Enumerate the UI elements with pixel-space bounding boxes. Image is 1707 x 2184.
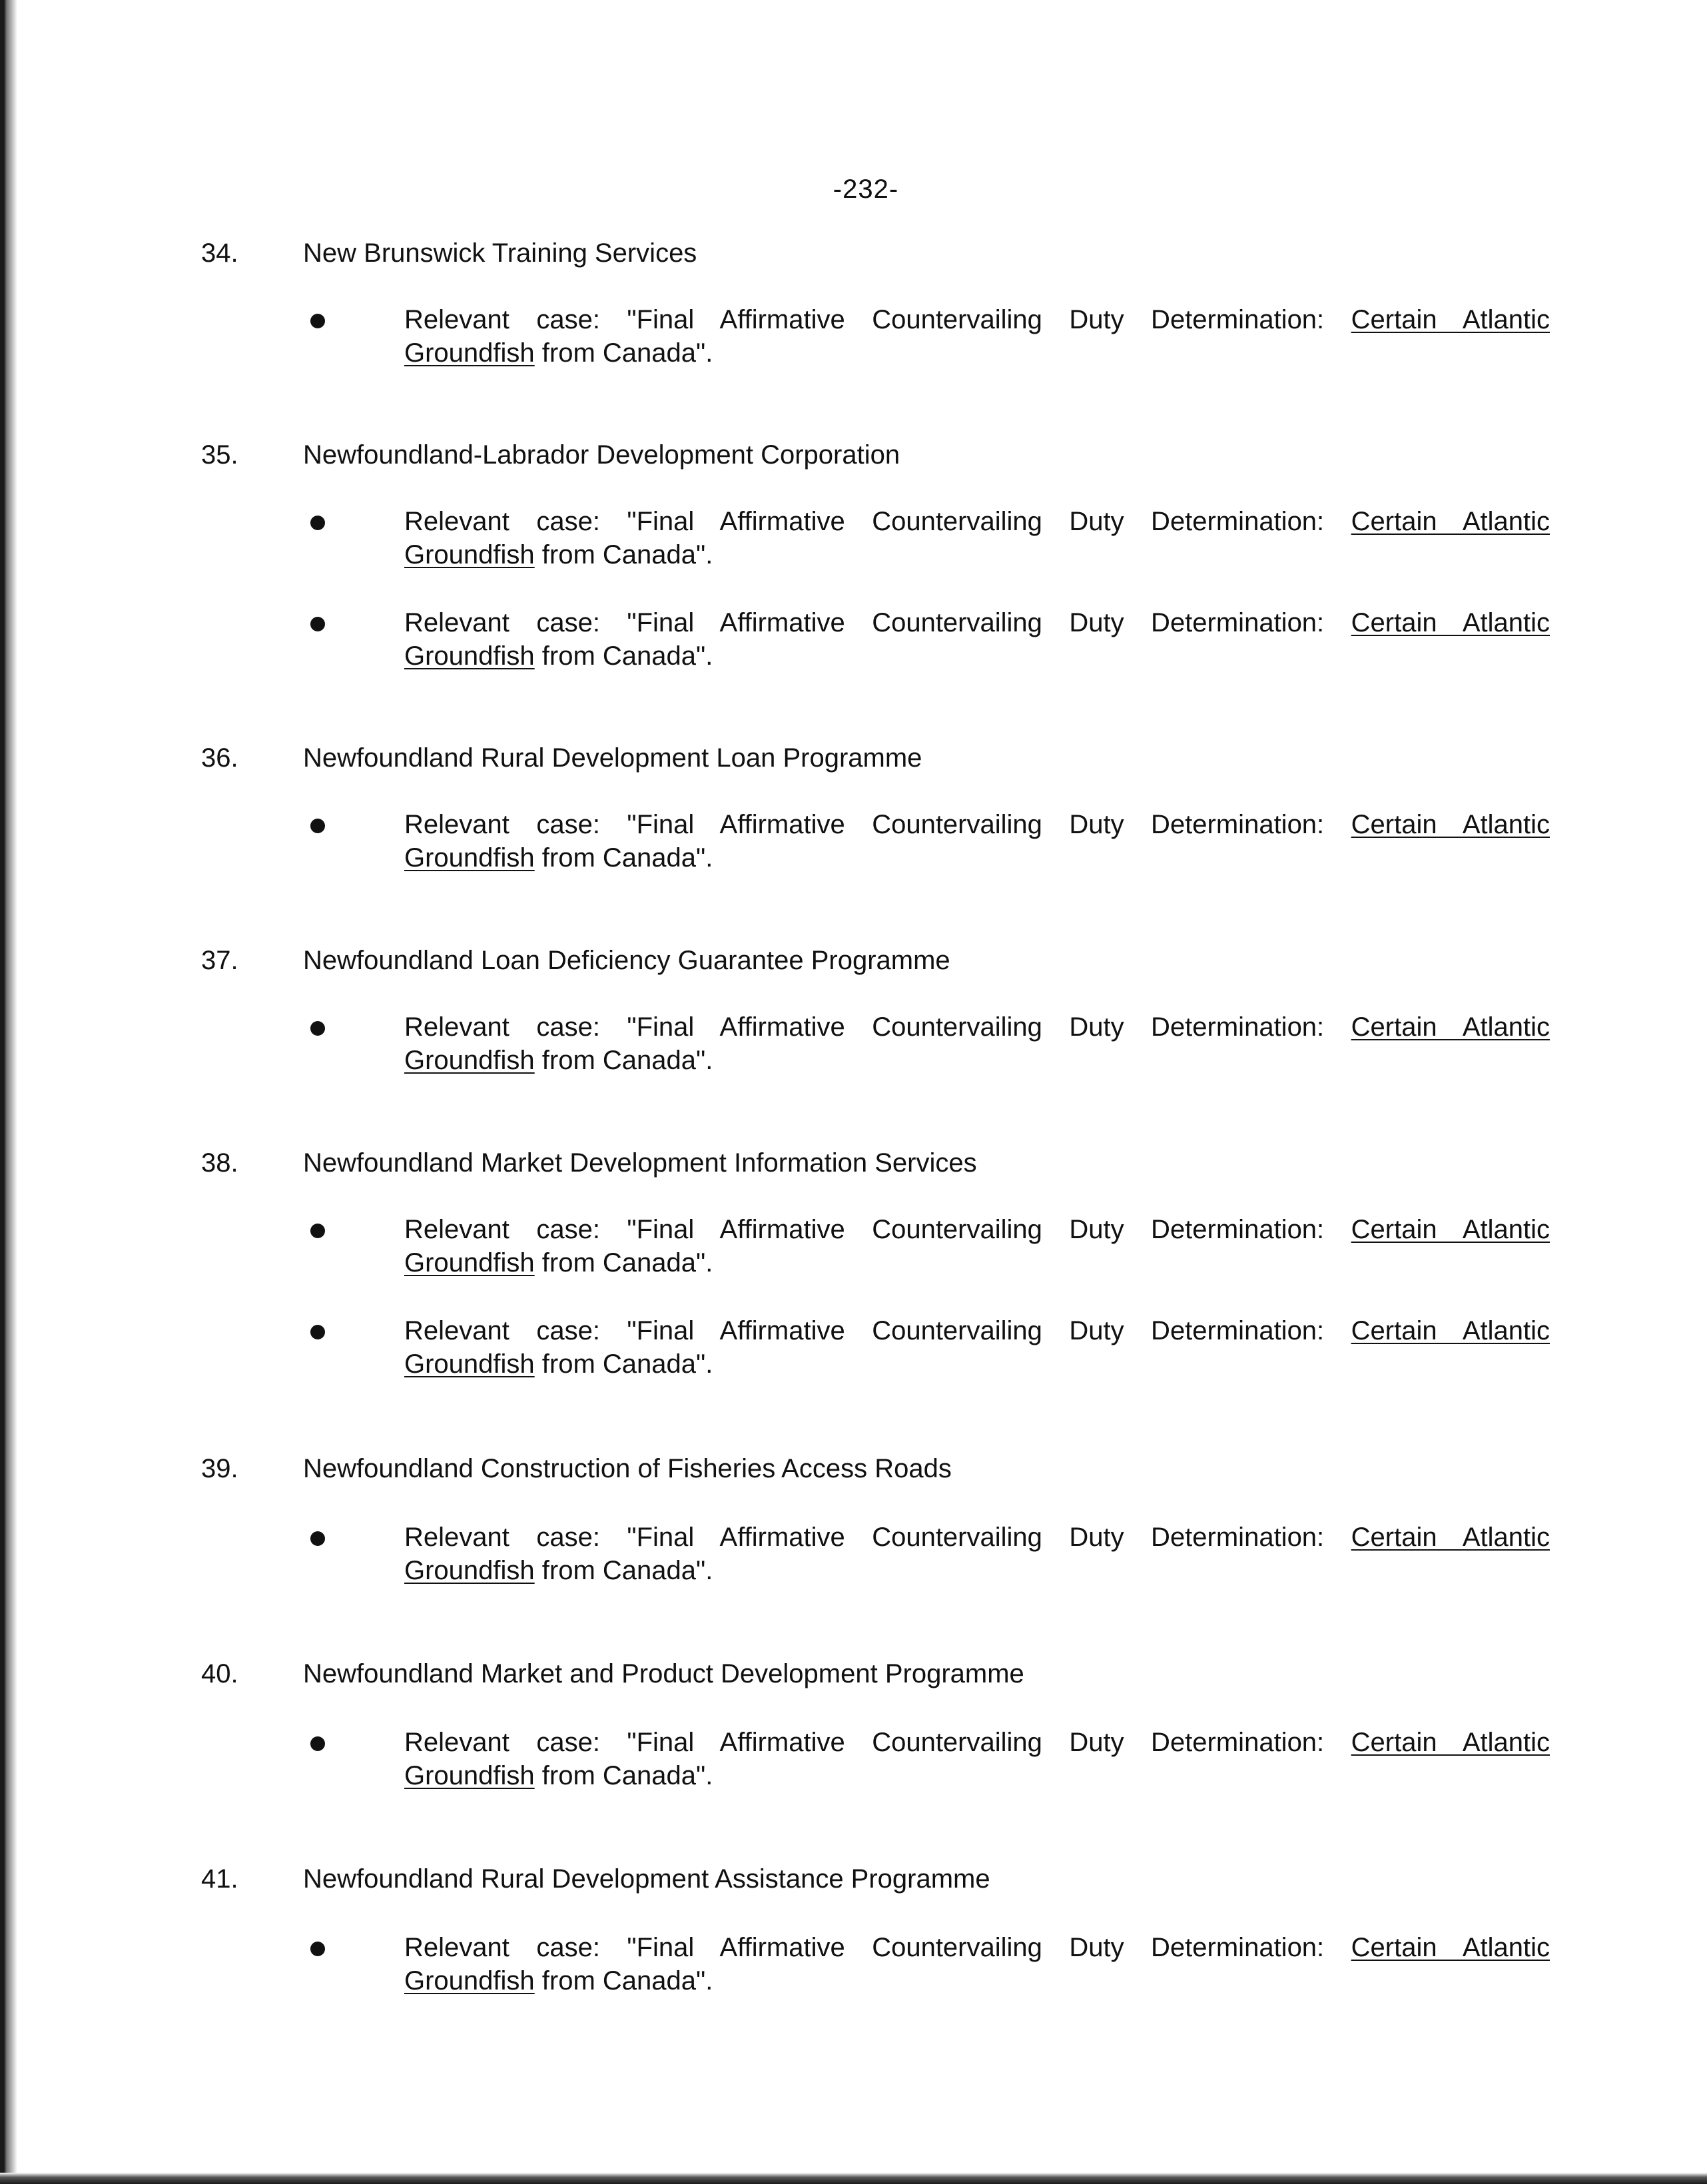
relevant-case-text [404, 1213, 1550, 1279]
bullet-icon [310, 1942, 325, 1956]
relevant-case-text [404, 1931, 1550, 1998]
case-title: Groundfish [404, 1046, 535, 1075]
case-prefix: Relevant case: "Final Affirmative Countervailing Duty Determination: [404, 1933, 1351, 1962]
case-title: Certain Atlantic [1351, 1933, 1550, 1962]
case-title: Groundfish [404, 540, 535, 569]
bullet-icon [310, 1021, 325, 1036]
case-suffix: from Canada". [534, 1248, 713, 1277]
case-suffix: from Canada". [534, 540, 713, 569]
case-suffix: from Canada". [534, 338, 713, 368]
relevant-case-entry [0, 1931, 1707, 1998]
case-title: Certain Atlantic [1351, 608, 1550, 637]
case-title: Certain Atlantic [1351, 1728, 1550, 1757]
relevant-case-text [404, 1521, 1550, 1587]
relevant-case-text [404, 808, 1550, 875]
item-number: 39. [201, 1454, 238, 1483]
relevant-case-text [404, 1726, 1550, 1792]
case-suffix: from Canada". [534, 1556, 713, 1585]
bullet-icon [310, 1531, 325, 1546]
case-title: Certain Atlantic [1351, 305, 1550, 334]
case-prefix: Relevant case: "Final Affirmative Countervailing Duty Determination: [404, 305, 1351, 334]
case-title: Groundfish [404, 1248, 535, 1277]
case-title: Groundfish [404, 338, 535, 368]
item-title: Newfoundland-Labrador Development Corporation [303, 440, 900, 470]
relevant-case-entry [0, 1314, 1707, 1381]
case-title: Certain Atlantic [1351, 1012, 1550, 1042]
relevant-case-entry [0, 1213, 1707, 1279]
page-number: -232- [833, 175, 899, 204]
item-title: Newfoundland Loan Deficiency Guarantee Programme [303, 946, 950, 975]
case-title: Certain Atlantic [1351, 1215, 1550, 1244]
case-title: Groundfish [404, 641, 535, 671]
case-suffix: from Canada". [534, 843, 713, 873]
case-prefix: Relevant case: "Final Affirmative Countervailing Duty Determination: [404, 1012, 1351, 1042]
bullet-icon [310, 819, 325, 833]
bullet-icon [310, 314, 325, 328]
item-number: 36. [201, 743, 238, 773]
item-title: Newfoundland Market Development Information Services [303, 1148, 977, 1178]
case-suffix: from Canada". [534, 641, 713, 671]
relevant-case-entry [0, 606, 1707, 673]
item-number: 41. [201, 1864, 238, 1894]
bullet-icon [310, 1325, 325, 1339]
relevant-case-text [404, 1314, 1550, 1381]
relevant-case-text [404, 505, 1550, 571]
case-title: Groundfish [404, 1761, 535, 1790]
relevant-case-entry [0, 808, 1707, 875]
case-title: Groundfish [404, 843, 535, 873]
bullet-icon [310, 1224, 325, 1238]
item-title: New Brunswick Training Services [303, 238, 697, 268]
case-suffix: from Canada". [534, 1046, 713, 1075]
case-suffix: from Canada". [534, 1761, 713, 1790]
item-title: Newfoundland Construction of Fisheries Access Roads [303, 1454, 952, 1483]
case-title: Certain Atlantic [1351, 1523, 1550, 1552]
relevant-case-text [404, 1010, 1550, 1077]
case-prefix: Relevant case: "Final Affirmative Countervailing Duty Determination: [404, 1728, 1351, 1757]
case-title: Certain Atlantic [1351, 1316, 1550, 1345]
case-prefix: Relevant case: "Final Affirmative Countervailing Duty Determination: [404, 810, 1351, 839]
case-suffix: from Canada". [534, 1966, 713, 1996]
case-title: Certain Atlantic [1351, 507, 1550, 536]
bullet-icon [310, 617, 325, 631]
case-suffix: from Canada". [534, 1349, 713, 1379]
relevant-case-text [404, 606, 1550, 673]
case-prefix: Relevant case: "Final Affirmative Countervailing Duty Determination: [404, 608, 1351, 637]
case-title: Certain Atlantic [1351, 810, 1550, 839]
case-prefix: Relevant case: "Final Affirmative Countervailing Duty Determination: [404, 1316, 1351, 1345]
relevant-case-entry [0, 303, 1707, 370]
item-number: 37. [201, 946, 238, 975]
item-number: 38. [201, 1148, 238, 1178]
item-title: Newfoundland Rural Development Loan Programme [303, 743, 922, 773]
item-number: 35. [201, 440, 238, 470]
case-prefix: Relevant case: "Final Affirmative Countervailing Duty Determination: [404, 1215, 1351, 1244]
case-title: Groundfish [404, 1349, 535, 1379]
relevant-case-entry [0, 1010, 1707, 1077]
case-title: Groundfish [404, 1556, 535, 1585]
item-number: 40. [201, 1659, 238, 1688]
case-prefix: Relevant case: "Final Affirmative Countervailing Duty Determination: [404, 1523, 1351, 1552]
relevant-case-entry [0, 1521, 1707, 1587]
case-prefix: Relevant case: "Final Affirmative Countervailing Duty Determination: [404, 507, 1351, 536]
relevant-case-text [404, 303, 1550, 370]
item-title: Newfoundland Rural Development Assistance Programme [303, 1864, 990, 1894]
case-title: Groundfish [404, 1966, 535, 1996]
item-number: 34. [201, 238, 238, 268]
relevant-case-entry [0, 505, 1707, 571]
bullet-icon [310, 1736, 325, 1751]
item-title: Newfoundland Market and Product Development Programme [303, 1659, 1024, 1688]
relevant-case-entry [0, 1726, 1707, 1792]
bullet-icon [310, 516, 325, 530]
